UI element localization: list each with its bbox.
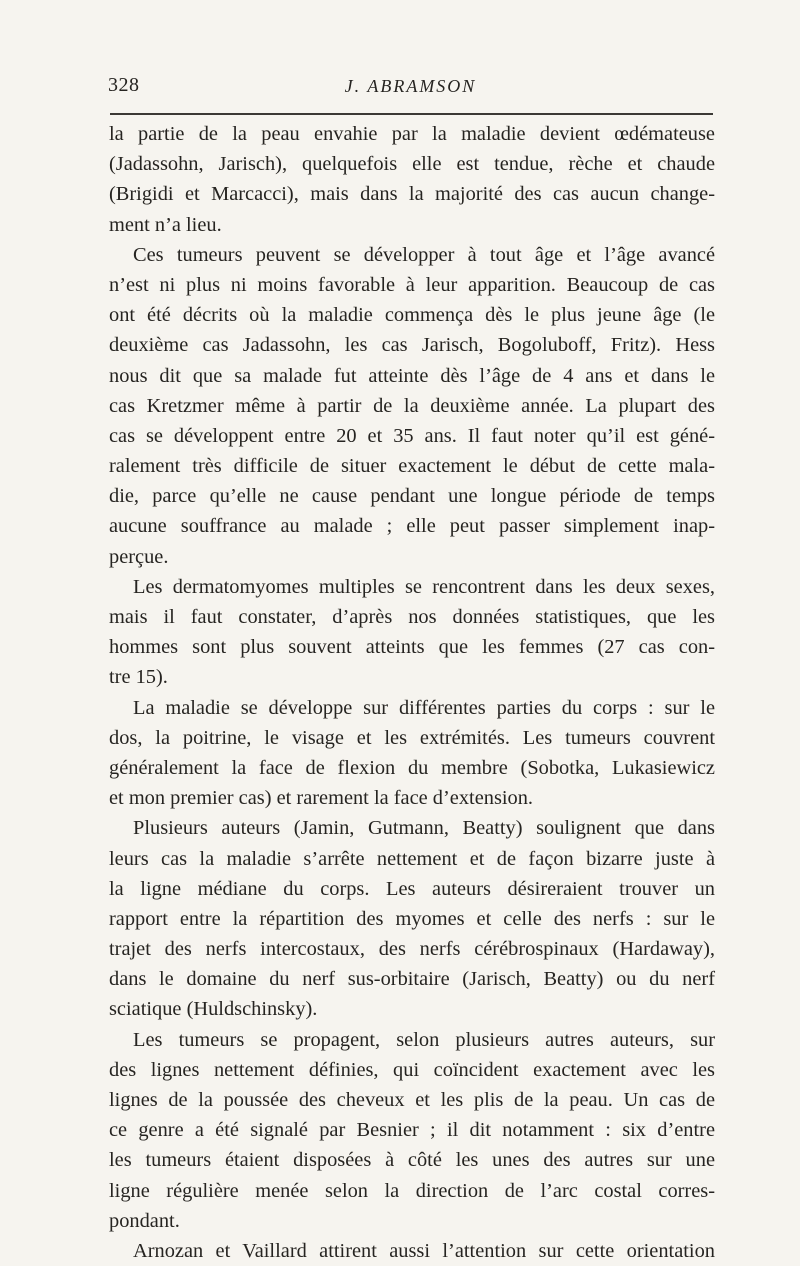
text-line: (Jadassohn, Jarisch), quelquefois elle est tendue, rèche et chaude — [109, 153, 715, 176]
running-head — [108, 74, 713, 108]
text-line: n’est ni plus ni moins favorable à leur apparition. Beaucoup de cas — [109, 273, 715, 296]
text-line: (Brigidi et Marcacci), mais dans la majorité des cas aucun change- — [109, 183, 715, 206]
text-line: rapport entre la répartition des myomes et celle des nerfs : sur le — [109, 907, 715, 930]
text-line: leurs cas la maladie s’arrête nettement et de façon bizarre juste à — [109, 847, 715, 870]
text-line: ont été décrits où la maladie commença dès le plus jeune âge (le — [109, 304, 715, 327]
text-line: les tumeurs étaient disposées à côté les unes des autres sur une — [109, 1149, 715, 1172]
text-line: cas se développent entre 20 et 35 ans. Il faut noter qu’il est géné- — [109, 424, 715, 447]
text-line: généralement la face de flexion du membre (Sobotka, Lukasiewicz — [109, 756, 715, 779]
text-line: Arnozan et Vaillard attirent aussi l’attention sur cette orientation — [133, 1239, 715, 1262]
text-line: perçue. — [109, 545, 169, 568]
text-line: tre 15). — [109, 666, 168, 689]
text-line: Les tumeurs se propagent, selon plusieurs autres auteurs, sur — [133, 1028, 715, 1051]
text-line: pondant. — [109, 1209, 180, 1232]
text-line: aucune souffrance au malade ; elle peut passer simplement inap- — [109, 515, 715, 538]
text-line: ralement très difficile de situer exactement le début de cette mala- — [109, 455, 715, 478]
text-line: Les dermatomyomes multiples se rencontrent dans les deux sexes, — [133, 575, 715, 598]
text-line: ce genre a été signalé par Besnier ; il dit notamment : six d’entre — [109, 1119, 715, 1142]
text-line: ment n’a lieu. — [109, 213, 222, 236]
header-rule — [110, 113, 713, 115]
text-line: deuxième cas Jadassohn, les cas Jarisch, Bogoluboff, Fritz). Hess — [109, 334, 715, 357]
text-line: la ligne médiane du corps. Les auteurs désireraient trouver un — [109, 877, 715, 900]
text-line: sciatique (Huldschinsky). — [109, 998, 318, 1021]
body-text — [109, 119, 715, 1266]
text-line: des lignes nettement définies, qui coïncident exactement avec les — [109, 1058, 715, 1081]
text-line: Plusieurs auteurs (Jamin, Gutmann, Beatty) soulignent que dans — [133, 817, 715, 840]
text-line: et mon premier cas) et rarement la face d’extension. — [109, 787, 534, 810]
text-line: lignes de la poussée des cheveux et les plis de la peau. Un cas de — [109, 1089, 715, 1111]
text-line: dans le domaine du nerf sus-orbitaire (Jarisch, Beatty) ou du nerf — [109, 968, 715, 991]
text-line: La maladie se développe sur différentes parties du corps : sur le — [133, 696, 715, 719]
text-line: dos, la poitrine, le visage et les extrémités. Les tumeurs couvrent — [109, 726, 715, 749]
text-line: mais il faut constater, d’après nos données statistiques, que les — [109, 606, 715, 628]
page-number: 328 — [108, 74, 140, 96]
text-line: ligne régulière menée selon la direction de l’arc costal corres- — [109, 1179, 715, 1202]
running-title: J. ABRAMSON — [344, 76, 477, 96]
text-line: nous dit que sa malade fut atteinte dès l’âge de 4 ans et dans le — [109, 364, 715, 387]
text-line: hommes sont plus souvent atteints que les femmes (27 cas con- — [109, 636, 715, 659]
text-line: cas Kretzmer même à partir de la deuxième année. La plupart des — [109, 394, 715, 417]
text-line: la partie de la peau envahie par la maladie devient œdémateuse — [109, 123, 715, 145]
text-line: trajet des nerfs intercostaux, des nerfs cérébrospinaux (Hardaway), — [109, 938, 715, 961]
text-line: die, parce qu’elle ne cause pendant une longue période de temps — [109, 485, 715, 508]
text-line: Ces tumeurs peuvent se développer à tout âge et l’âge avancé — [133, 243, 715, 266]
